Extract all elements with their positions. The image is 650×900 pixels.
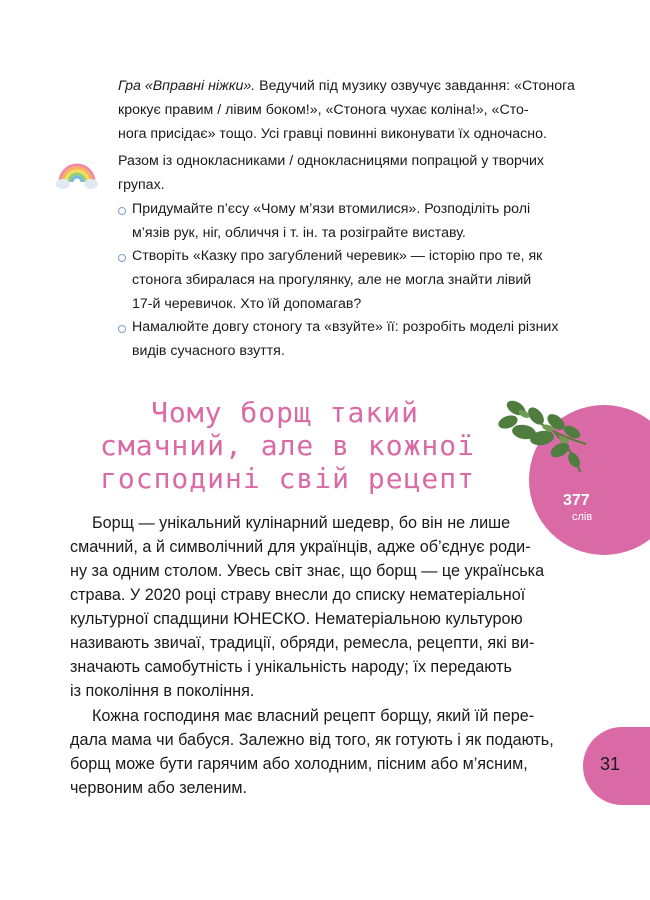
game-label-italic: Гра [118,78,141,94]
group-intro-line-1: Разом із однокласниками / однокласницями попрацюй у творчих [118,153,544,169]
word-count-unit: слів [572,511,593,523]
p1-line-1: Борщ — унікальний кулінарний шедевр, бо він не лише [92,514,511,532]
bullet-3-line-2: видів сучасного взуття. [132,343,285,359]
bullet-2-line-3: 17-й черевичок. Хто їй допомагав? [132,296,362,312]
rainbow-icon [56,156,98,190]
bullet-icon [118,254,126,262]
p1-line-4: страва. У 2020 році страву внесли до списку нематеріальної [70,586,526,604]
p1-line-8: із покоління в покоління. [70,682,255,700]
game-title-italic: «Вправні ніжки». [144,78,256,94]
game-line-1 [118,78,575,94]
bullet-1-line-2: м’язів рук, ніг, обличчя і т. ін. та розіграйте виставу. [132,225,466,241]
bullet-icon [118,207,126,215]
p1-line-6: називають звичаї, традиції, обряди, ремесла, рецепти, які ви- [70,634,535,652]
title-line-1: Чому борщ такий [151,396,419,429]
bullet-1-line-1: Придумайте п’єсу «Чому м’язи втомилися». Розподіліть ролі [132,201,531,217]
page-number: 31 [600,754,621,774]
group-intro-line-2: групах. [118,177,165,193]
word-count-number: 377 [563,492,590,509]
herb-leaf-icon [494,392,594,482]
p2-line-4: червоним або зеленим. [70,779,248,797]
title-line-3: господині свій рецепт [100,462,476,495]
p2-line-2: дала мама чи бабуся. Залежно від того, як готують і як подають, [70,731,554,749]
p1-line-7: значають самобутність і унікальність народу; їх передають [70,658,512,676]
bullet-2-line-2: стонога збиралася на прогулянку, але не могла знайти лівий [132,272,532,288]
p1-line-3: ну за одним столом. Увесь світ знає, що борщ — це українська [70,562,545,580]
p2-line-1: Кожна господиня має власний рецепт борщу, який їй пере- [92,707,535,725]
p1-line-5: культурної спадщини ЮНЕСКО. Нематеріальною культурою [70,610,523,628]
game-line-2: крокує правим / лівим боком!», «Стонога чухає коліна!», «Сто- [118,102,529,118]
bullet-3-line-1: Намалюйте довгу стоногу та «взуйте» її: розробіть моделі різних [132,319,559,335]
game-line-3: нога присідає» тощо. Усі гравці повинні виконувати їх одночасно. [118,126,547,142]
bullet-icon [118,325,126,333]
game-text: Ведучий під музику озвучує завдання: «Стонога [255,78,575,94]
p2-line-3: борщ може бути гарячим або холодним, пісним або м’ясним, [70,755,528,773]
bullet-2-line-1: Створіть «Казку про загублений черевик» — історію про те, як [132,248,543,264]
title-line-2: смачний, але в кожної [100,429,476,462]
p1-line-2: смачний, а й символічний для українців, адже об’єднує роди- [70,538,531,556]
